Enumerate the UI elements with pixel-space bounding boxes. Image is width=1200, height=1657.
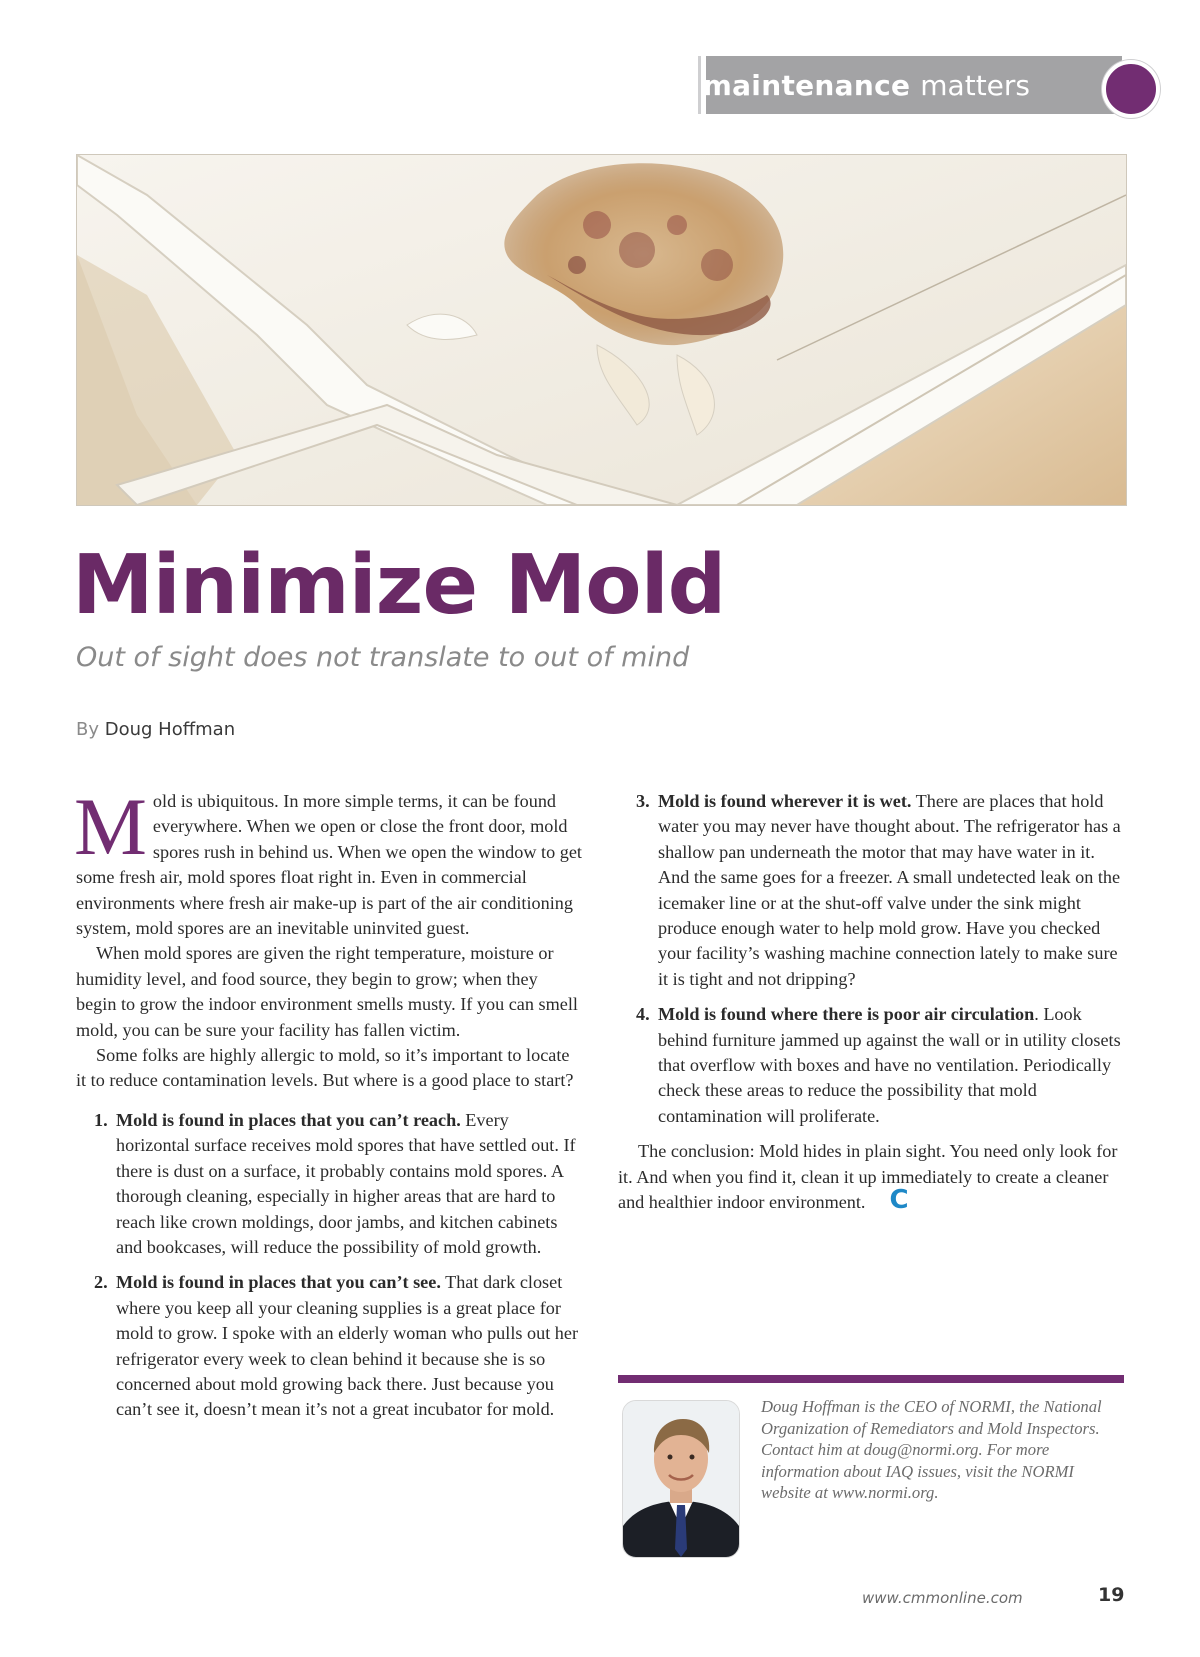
list-item-text: There are places that hold water you may never have thought about. The refrigerator has a shallow pan underneath the motor that may have water in it. And the same goes for a freezer. A small undetected leak on the icemaker line or at the shut-off valve under the sink might produce enough water to help mold grow. Have you checked your facility’s washing machine connection lately to make sure it is tight and not dripping?	[658, 791, 1121, 989]
list-item	[618, 789, 1123, 992]
author-bio: Doug Hoffman is the CEO of NORMI, the National Organization of Remediators and Mold Inspectors. Contact him at doug@normi.org. For more information about IAQ issues, visit the NORMI website at www.normi.org.	[761, 1397, 1102, 1502]
tips-list-part-1	[76, 1108, 582, 1423]
list-item-text: That dark closet where you keep all your cleaning supplies is a great place for mold to grow. I spoke with an elderly woman who pulls out her refrigerator every week to clean behind it because she is so concerned about mold growing back there. Just because you can’t see it, doesn’t mean it’s not a great incubator for mold.	[116, 1272, 579, 1420]
tips-list-part-2	[618, 789, 1123, 1129]
footer-website-url: www.cmmonline.com	[862, 1589, 1023, 1607]
page-number: 19	[1098, 1584, 1125, 1606]
intro-paragraph-1: Mold is ubiquitous. In more simple terms, it can be found everywhere. When we open or close the front door, mold spores rush in behind us. When we open the window to get some fresh air, mold spores float right in. Even in commercial environments where fresh air make-up is part of the air conditioning system, mold spores are an inevitable uninvited guest.	[74, 781, 582, 939]
list-item	[76, 1108, 582, 1260]
body-column-right	[618, 789, 1123, 1216]
section-label-bold: maintenance	[702, 68, 911, 102]
list-item	[618, 1002, 1123, 1129]
list-item-heading: Mold is found in places that you can’t see.	[116, 1272, 441, 1293]
list-item-text: Every horizontal surface receives mold spores that have settled out. If there is dust on a surface, it probably contains mold spores. A thorough cleaning, especially in higher areas that are hard to reach like crown moldings, door jambs, and kitchen cabinets and bookcases, will reduce the possibility of mold growth.	[116, 1109, 576, 1257]
list-item-heading: Mold is found wherever it is wet.	[658, 791, 912, 811]
dropcap-letter: M	[74, 781, 147, 872]
conclusion-paragraph: The conclusion: Mold hides in plain sight. You need only look for it. And when you find it, clean it up immediately to create a cleaner and healthier indoor environment. C	[618, 1141, 1118, 1216]
section-dot-icon	[1102, 60, 1160, 118]
bio-divider	[618, 1375, 1124, 1383]
list-item-heading: Mold is found where there is poor air circulation	[658, 1004, 1035, 1025]
section-header-tab	[702, 56, 1122, 114]
author-headshot	[622, 1400, 740, 1558]
section-label-light: matters	[920, 68, 1030, 102]
list-item-number: 3.	[636, 791, 650, 811]
list-item-number: 2.	[94, 1272, 108, 1293]
body-column-left	[74, 781, 582, 1423]
intro-paragraph-3: Some folks are highly allergic to mold, so it’s important to locate it to reduce contamination levels. But where is a good place to start?	[76, 1045, 574, 1091]
byline-prefix: By	[76, 719, 100, 740]
list-item-heading: Mold is found in places that you can’t reach.	[116, 1109, 461, 1130]
byline-author: Doug Hoffman	[104, 719, 236, 740]
article-title: Minimize Mold	[72, 538, 726, 633]
end-of-article-icon: C	[889, 1185, 909, 1216]
hero-photo-peeling-ceiling	[76, 154, 1127, 506]
intro-paragraph-2: When mold spores are given the right temperature, moisture or humidity level, and food source, they begin to grow; when they begin to grow the indoor environment smells musty. If you can smell mold, you can be sure your facility has fallen victim.	[76, 943, 578, 1040]
list-item-number: 1.	[94, 1109, 108, 1130]
byline	[76, 719, 235, 740]
list-item-text: . Look behind furniture jammed up against the wall or in utility closets that overflow with boxes and have no ventilation. Periodically check these areas to reduce the possibility that mold contamination will proliferate.	[658, 1004, 1121, 1126]
list-item-number: 4.	[636, 1004, 650, 1025]
article-subtitle: Out of sight does not translate to out of mind	[76, 642, 690, 673]
list-item	[76, 1270, 582, 1422]
